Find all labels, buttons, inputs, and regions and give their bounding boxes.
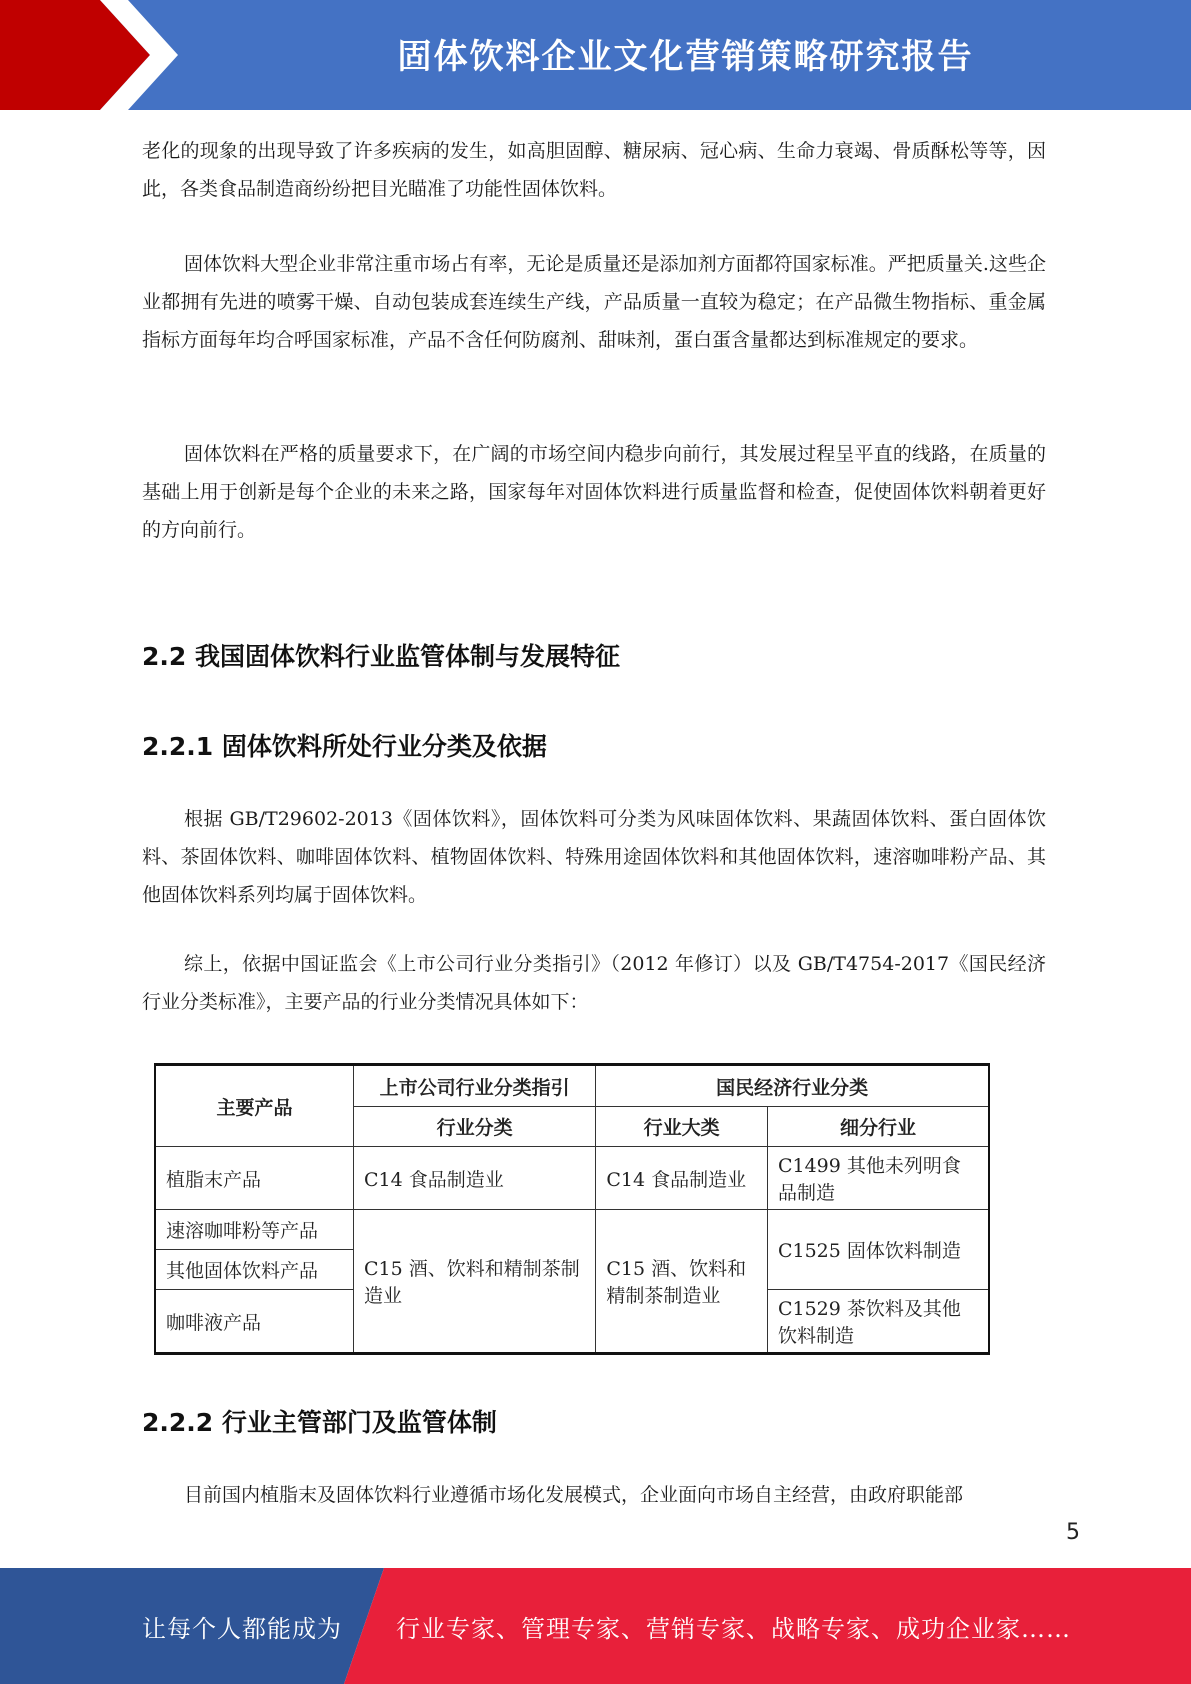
- cell-detail-1529: C1529 茶饮料及其他饮料制造: [767, 1290, 989, 1354]
- table-row: [155, 1147, 989, 1210]
- cell-csrc-group: C15 酒、饮料和精制茶制造业: [353, 1210, 595, 1354]
- th-main-product: 主要产品: [155, 1065, 353, 1147]
- footer-banner: [0, 1568, 1191, 1684]
- paragraph-regulation: 目前国内植脂末及固体饮料行业遵循市场化发展模式，企业面向市场自主经营，由政府职能部: [184, 1484, 964, 1506]
- paragraph-1: 老化的现象的出现导致了许多疾病的发生，如高胆固醇、糖尿病、冠心病、生命力衰竭、骨质酥松等等，因此，各类食品制造商纷纷把目光瞄准了功能性固体饮料。: [142, 140, 1046, 200]
- section-heading-2-2-1: 2.2.1 固体饮料所处行业分类及依据: [142, 732, 547, 761]
- cell-detail: C1499 其他未列明食品制造: [767, 1147, 989, 1210]
- cell-product: 速溶咖啡粉等产品: [155, 1210, 353, 1250]
- cell-major-group: C15 酒、饮料和精制茶制造业: [596, 1210, 768, 1354]
- industry-classification-table: [154, 1063, 990, 1347]
- cell-detail-1525: C1525 固体饮料制造: [767, 1210, 989, 1290]
- footer-slogan-left: 让每个人都能成为: [142, 1614, 342, 1643]
- paragraph-3: 固体饮料在严格的质量要求下，在广阔的市场空间内稳步向前行，其发展过程呈平直的线路，在质量的基础上用于创新是每个企业的未来之路，国家每年对固体饮料进行质量监督和检查，促使固体饮料朝着更好的方向前行。: [142, 443, 1046, 541]
- section-heading-2-2-2: 2.2.2 行业主管部门及监管体制: [142, 1408, 497, 1437]
- cell-product: 植脂末产品: [155, 1147, 353, 1210]
- paragraph-gb-classification: 根据 GB/T29602-2013《固体饮料》，固体饮料可分类为风味固体饮料、果蔬固体饮料、蛋白固体饮料、茶固体饮料、咖啡固体饮料、植物固体饮料、特殊用途固体饮料和其他固体饮料，速溶咖啡粉产品、其他固体饮料系列均属于固体饮料。: [142, 808, 1046, 906]
- paragraph-summary: 综上，依据中国证监会《上市公司行业分类指引》（2012 年修订）以及 GB/T4754-2017《国民经济行业分类标准》，主要产品的行业分类情况具体如下：: [142, 953, 1046, 1013]
- cell-major: C14 食品制造业: [596, 1147, 768, 1210]
- header-banner: [0, 0, 1191, 110]
- page-number: 5: [1066, 1520, 1080, 1545]
- footer-slogan-right: 行业专家、管理专家、营销专家、战略专家、成功企业家……: [396, 1614, 1071, 1643]
- table-row: [155, 1210, 989, 1250]
- paragraph-2: 固体饮料大型企业非常注重市场占有率，无论是质量还是添加剂方面都符国家标准。严把质量关.这些企业都拥有先进的喷雾干燥、自动包装成套连续生产线，产品质量一直较为稳定；在产品微生物指标、重金属指标方面每年均合呼国家标准，产品不含任何防腐剂、甜味剂，蛋白蛋含量都达到标准规定的要求。: [142, 253, 1046, 351]
- cell-product: 其他固体饮料产品: [155, 1250, 353, 1290]
- th-industry-class: 行业分类: [353, 1107, 595, 1147]
- section-heading-2-2: 2.2 我国固体饮料行业监管体制与发展特征: [142, 642, 620, 671]
- th-csrc-guideline: 上市公司行业分类指引: [353, 1065, 595, 1107]
- cell-product: 咖啡液产品: [155, 1290, 353, 1354]
- th-national-classification: 国民经济行业分类: [596, 1065, 989, 1107]
- th-sub-industry: 细分行业: [767, 1107, 989, 1147]
- th-major-category: 行业大类: [596, 1107, 768, 1147]
- cell-csrc: C14 食品制造业: [353, 1147, 595, 1210]
- report-title: 固体饮料企业文化营销策略研究报告: [397, 36, 974, 77]
